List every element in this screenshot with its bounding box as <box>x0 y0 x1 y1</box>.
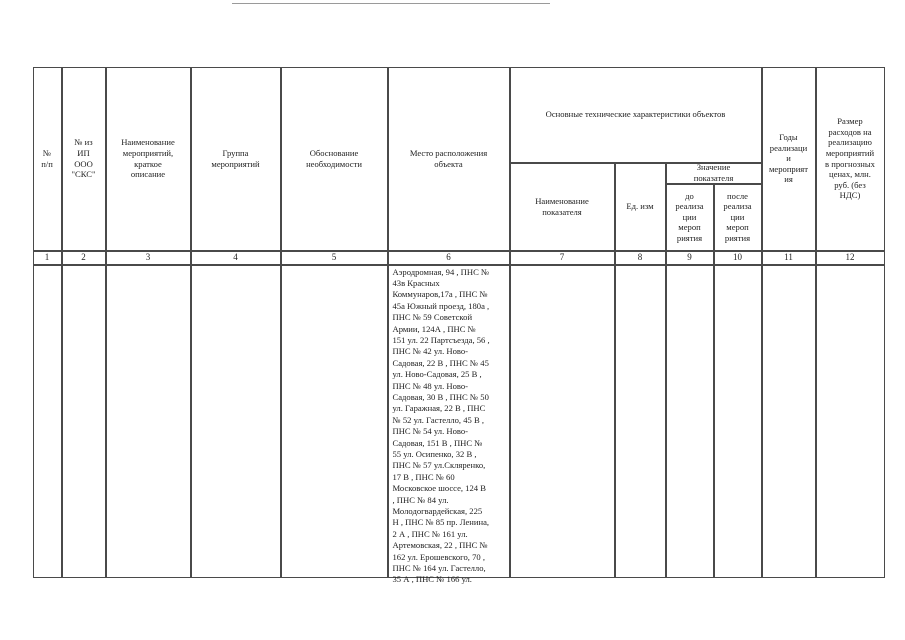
header-place: Место расположения объекта <box>388 67 510 251</box>
row-cell-group <box>191 265 281 578</box>
header-years: Годы реализаци и мероприят ия <box>762 67 816 251</box>
place-line: 17 В , ПНС № 60 <box>392 471 455 482</box>
row-cell-in-no <box>62 265 106 578</box>
place-line: Садовая, 30 В , ПНС № 50 <box>392 391 489 402</box>
place-line: Аэродромная, 94 , ПНС № <box>392 266 490 277</box>
row-cell-before <box>666 265 714 578</box>
place-line: Садовая, 22 В , ПНС № 45 <box>392 357 489 368</box>
header-after: после реализа ции мероп риятия <box>714 184 762 251</box>
place-line: ПНС № 57 ул.Скляренко, <box>392 460 486 471</box>
place-line: Садовая, 151 В , ПНС № <box>392 437 483 448</box>
place-line: 162 ул. Ерошевского, 70 , <box>392 551 485 562</box>
row-cell-cost <box>816 265 885 578</box>
place-line: Н , ПНС № 85 пр. Ленина, <box>392 517 490 528</box>
place-line: ПНС № 164 ул. Гастелло, <box>392 563 486 574</box>
row-cell-unit <box>615 265 666 578</box>
place-line: ул. Гаражная, 22 В , ПНС <box>392 403 486 414</box>
page-top-rule <box>232 3 550 4</box>
header-cost: Размер расходов на реализацию мероприятий в прогнозных ценах, млн. руб. (без НДС) <box>816 67 885 251</box>
header-main-characteristics: Основные технические характеристики объектов <box>510 67 762 163</box>
column-number: 11 <box>762 251 816 265</box>
row-cell-indicator-name <box>510 265 615 578</box>
column-number: 12 <box>816 251 885 265</box>
header-unit: Ед. изм <box>615 163 666 251</box>
column-number: 2 <box>62 251 106 265</box>
column-number: 9 <box>666 251 714 265</box>
header-justification: Обоснование необходимости <box>281 67 388 251</box>
place-line: Армии, 124А , ПНС № <box>392 323 476 334</box>
place-line: 2 А , ПНС № 161 ул. <box>392 528 468 539</box>
place-line: Московское шоссе, 124 В <box>392 483 486 494</box>
row-cell-name <box>106 265 191 578</box>
row-cell-years <box>762 265 816 578</box>
column-number: 4 <box>191 251 281 265</box>
column-number: 5 <box>281 251 388 265</box>
place-line: ПНС № 48 ул. Ново- <box>392 380 469 391</box>
column-number: 7 <box>510 251 615 265</box>
place-line: 55 ул. Осипенко, 32 В , <box>392 449 477 459</box>
header-before: до реализа ции мероп риятия <box>666 184 714 251</box>
place-line: ПНС № 54 ул. Ново- <box>392 426 469 437</box>
row-cell-place <box>388 265 510 585</box>
place-line: ПНС № 59 Советской <box>392 312 473 323</box>
header-in-no: № из ИП ООО "СКС" <box>62 67 106 251</box>
place-line: Коммунаров,17а , ПНС № <box>392 289 488 300</box>
place-line: 43в Красных <box>392 277 440 288</box>
place-line: ул. Ново-Садовая, 25 В , <box>392 369 482 380</box>
header-group: Группа мероприятий <box>191 67 281 251</box>
row-cell-after <box>714 265 762 578</box>
column-number: 10 <box>714 251 762 265</box>
place-line: 151 ул. 22 Партсъезда, 56 , <box>392 334 490 345</box>
header-name: Наименование мероприятий, краткое описание <box>106 67 191 251</box>
place-line: Молодогвардейская, 225 <box>392 506 483 517</box>
place-line: ПНС № 42 ул. Ново- <box>392 346 469 357</box>
header-no: № п/п <box>33 67 62 251</box>
row-cell-justification <box>281 265 388 578</box>
column-number: 8 <box>615 251 666 265</box>
header-indicator-value: Значение показателя <box>666 163 762 184</box>
place-line: 45а Южный проезд, 180а , <box>392 300 490 311</box>
header-indicator-name: Наименование показателя <box>510 163 615 251</box>
place-line: 35 А , ПНС № 166 ул. <box>392 574 472 585</box>
column-number: 3 <box>106 251 191 265</box>
row-cell-no <box>33 265 62 578</box>
column-number: 6 <box>388 251 510 265</box>
measures-table <box>33 67 885 585</box>
column-number: 1 <box>33 251 62 265</box>
place-line: , ПНС № 84 ул. <box>392 494 449 505</box>
place-line: № 52 ул. Гастелло, 45 В , <box>392 414 484 425</box>
place-line: Артемовская, 22 , ПНС № <box>392 540 488 551</box>
